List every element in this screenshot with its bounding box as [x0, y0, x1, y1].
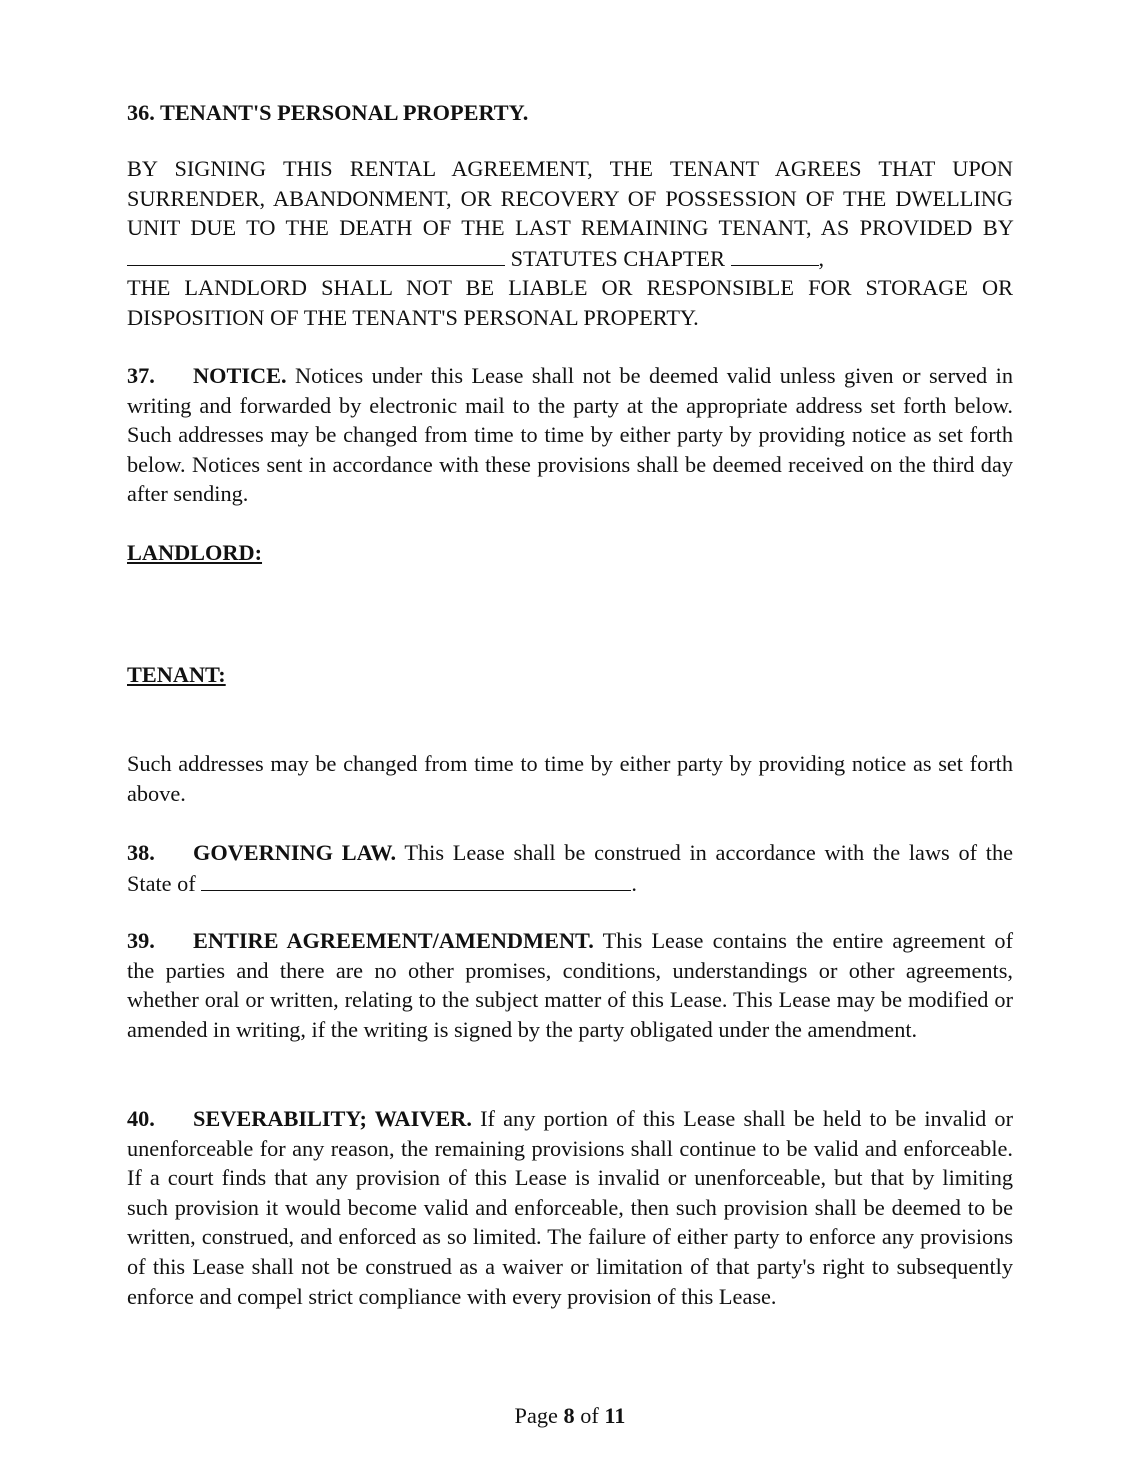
section-text: Notices under this Lease shall not be deemed valid unless given or served in writing and forwarded by electronic mail to the party at the appropriate address set forth below. Such addresses may be changed from time to time by either party by providing notice as set forth below. Notices sent in accordance with these provisions shall be deemed received on the third day after sending. [127, 363, 1013, 507]
section-number: 40. [127, 1106, 155, 1131]
statutes-state-blank[interactable] [127, 243, 505, 266]
section-title: SEVERABILITY; WAIVER. [193, 1106, 472, 1131]
section-36-heading: 36. TENANT'S PERSONAL PROPERTY. [127, 100, 529, 125]
section-number: 39. [127, 928, 155, 953]
section-number: 38. [127, 840, 155, 865]
section-38 [127, 838, 1013, 898]
section-text: This Lease shall be construed in accordance with the laws of the State of [127, 840, 1014, 896]
tenant-label: TENANT: [127, 662, 226, 687]
section-number: 37. [127, 363, 155, 388]
section-36-body [127, 154, 1013, 333]
of-label: of [574, 1403, 605, 1428]
section-39 [127, 926, 1013, 1044]
section-title: ENTIRE AGREEMENT/AMENDMENT. [193, 928, 594, 953]
page-number: 8 [563, 1403, 575, 1428]
section-title: GOVERNING LAW. [193, 840, 397, 865]
page-total: 11 [604, 1403, 626, 1428]
page-footer [0, 1401, 1140, 1431]
section-text: This Lease contains the entire agreement of the parties and there are no other promises, conditions, understandings or other agreements, whether oral or written, relating to the subject matter of this Lease. This Lease may be modified or amended in writing, if the writing is signed by the party obligated under the amendment. [127, 928, 1014, 1042]
section-37 [127, 361, 1013, 509]
period: . [631, 870, 637, 896]
section-36-text: BY SIGNING THIS RENTAL AGREEMENT, THE TENANT AGREES THAT UPON SURRENDER, ABANDONMENT, OR RECOVERY OF POSSESSION OF THE DWELLING UNIT DUE TO THE DEATH OF THE LAST REMAINING TENANT, AS PROVIDED BY [127, 156, 1013, 241]
addresses-note: Such addresses may be changed from time to time by either party by providing notice as set forth above. [127, 751, 1013, 806]
section-title: NOTICE. [193, 363, 287, 388]
statutes-chapter-blank[interactable] [731, 243, 819, 266]
comma: , [818, 245, 825, 271]
governing-state-blank[interactable] [201, 868, 631, 891]
section-36-text: STATUTES CHAPTER [510, 245, 725, 271]
landlord-label: LANDLORD: [127, 540, 263, 565]
section-40 [127, 1104, 1013, 1311]
section-36-text: THE LANDLORD SHALL NOT BE LIABLE OR RESPONSIBLE FOR STORAGE OR DISPOSITION OF THE TENANT'S PERSONAL PROPERTY. [127, 275, 1013, 330]
page-label: Page [514, 1403, 564, 1428]
section-text: If any portion of this Lease shall be held to be invalid or unenforceable for any reason, the remaining provisions shall continue to be valid and enforceable. If a court finds that any provision of this Lease is invalid or unenforceable, but that by limiting such provision it would become valid and enforceable, then such provision shall be deemed to be written, construed, and enforced as so limited. The failure of either party to enforce any provisions of this Lease shall not be construed as a waiver or limitation of that party's right to subsequently enforce and compel strict compliance with every provision of this Lease. [127, 1106, 1013, 1309]
